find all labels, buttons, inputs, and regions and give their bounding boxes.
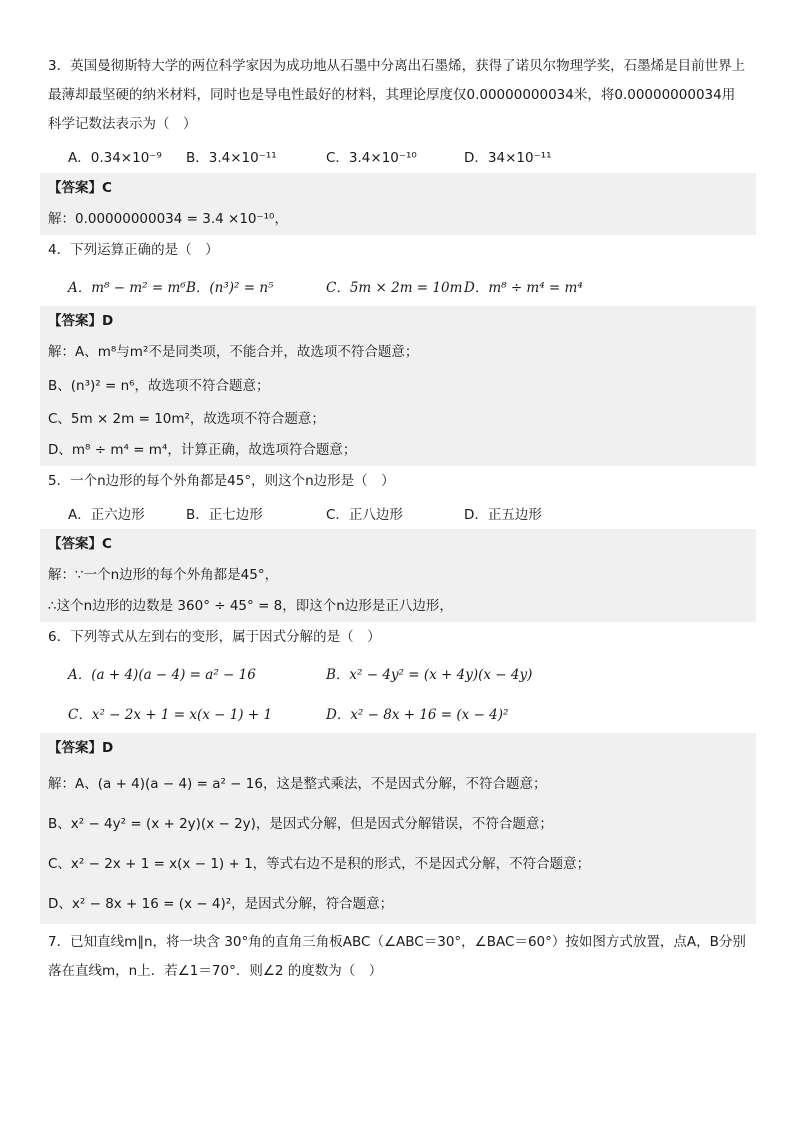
solution-line: D、m⁸ ÷ m⁴ = m⁴，计算正确，故选项符合题意； [48,442,357,458]
question-6-options-row-1 [48,653,748,693]
question-5-options [48,497,748,529]
question-6 [48,622,748,924]
option-b: B．(n³)² = n⁵ [186,280,274,296]
question-7 [48,928,748,986]
option-d: D．m⁸ ÷ m⁴ = m⁴ [464,280,583,296]
answer-label: 【答案】C [48,180,112,196]
solution-line: B、x² − 4y² = (x + 2y)(x − 2y)，是因式分解，但是因式分解错误，不符合题意； [48,816,553,832]
answer-block [40,733,756,924]
question-4-stem: 4．下列运算正确的是（ ） [48,242,219,258]
option-d: D．34×10⁻¹¹ [464,150,552,166]
option-c: C．5m × 2m = 10m [326,280,463,296]
answer-label: 【答案】C [48,536,112,552]
question-4 [48,235,748,466]
option-c: C．x² − 2x + 1 = x(x − 1) + 1 [68,707,273,723]
solution-line: C、5m × 2m = 10m²，故选项不符合题意； [48,411,325,427]
option-a: A．0.34×10⁻⁹ [68,150,162,166]
solution-line: 解：A、m⁸与m²不是同类项，不能合并，故选项不符合题意； [48,344,419,360]
option-b: B．正七边形 [186,507,263,523]
question-6-options-row-2 [48,693,748,733]
solution-line: B、(n³)² = n⁶，故选项不符合题意； [48,378,270,394]
option-b: B．3.4×10⁻¹¹ [186,150,277,166]
option-b: B．x² − 4y² = (x + 4y)(x − 4y) [326,667,533,683]
option-a: A．m⁸ − m² = m⁶ [68,280,186,296]
option-a: A．(a + 4)(a − 4) = a² − 16 [68,667,256,683]
solution-line: D、x² − 8x + 16 = (x − 4)²，是因式分解，符合题意； [48,896,394,912]
question-list [48,52,748,986]
question-4-options [48,266,748,306]
question-3-stem: 3．英国曼彻斯特大学的两位科学家因为成功地从石墨中分离出石墨烯，获得了诺贝尔物理学奖，石墨烯是目前世界上最薄却最坚硬的纳米材料，同时也是导电性最好的材料，其理论厚度仅0.00000000034米，将0.00000000034用科学记数法表示为（ ） [48,58,746,132]
option-d: D．x² − 8x + 16 = (x − 4)² [326,707,509,723]
question-6-stem: 6．下列等式从左到右的变形，属于因式分解的是（ ） [48,629,381,645]
option-d: D．正五边形 [464,507,542,523]
question-7-stem: 7．已知直线m∥n，将一块含 30°角的直角三角板ABC（∠ABC＝30°，∠BAC＝60°）按如图方式放置，点A，B分别落在直线m，n上．若∠1＝70°．则∠2 的度数为（ ） [48,934,746,979]
question-5-stem: 5．一个n边形的每个外角都是45°，则这个n边形是（ ） [48,473,395,489]
answer-block [40,529,756,622]
option-a: A．正六边形 [68,507,145,523]
answer-label: 【答案】D [48,313,114,329]
question-3 [48,52,748,235]
option-c: C．正八边形 [326,507,403,523]
question-3-options [48,139,748,173]
solution-line: 解：0.00000000034 = 3.4 ×10⁻¹⁰， [48,211,288,227]
option-c: C．3.4×10⁻¹⁰ [326,150,417,166]
solution-line: 解：A、(a + 4)(a − 4) = a² − 16，这是整式乘法，不是因式分解，不符合题意； [48,776,547,792]
answer-block [40,173,756,235]
question-5 [48,466,748,622]
answer-block [40,306,756,466]
solution-line: 解：∵一个n边形的每个外角都是45°， [48,567,279,583]
solution-line: ∴这个n边形的边数是 360° ÷ 45° = 8，即这个n边形是正八边形， [48,598,453,614]
answer-label: 【答案】D [48,740,114,756]
solution-line: C、x² − 2x + 1 = x(x − 1) + 1，等式右边不是积的形式，不是因式分解，不符合题意； [48,856,591,872]
